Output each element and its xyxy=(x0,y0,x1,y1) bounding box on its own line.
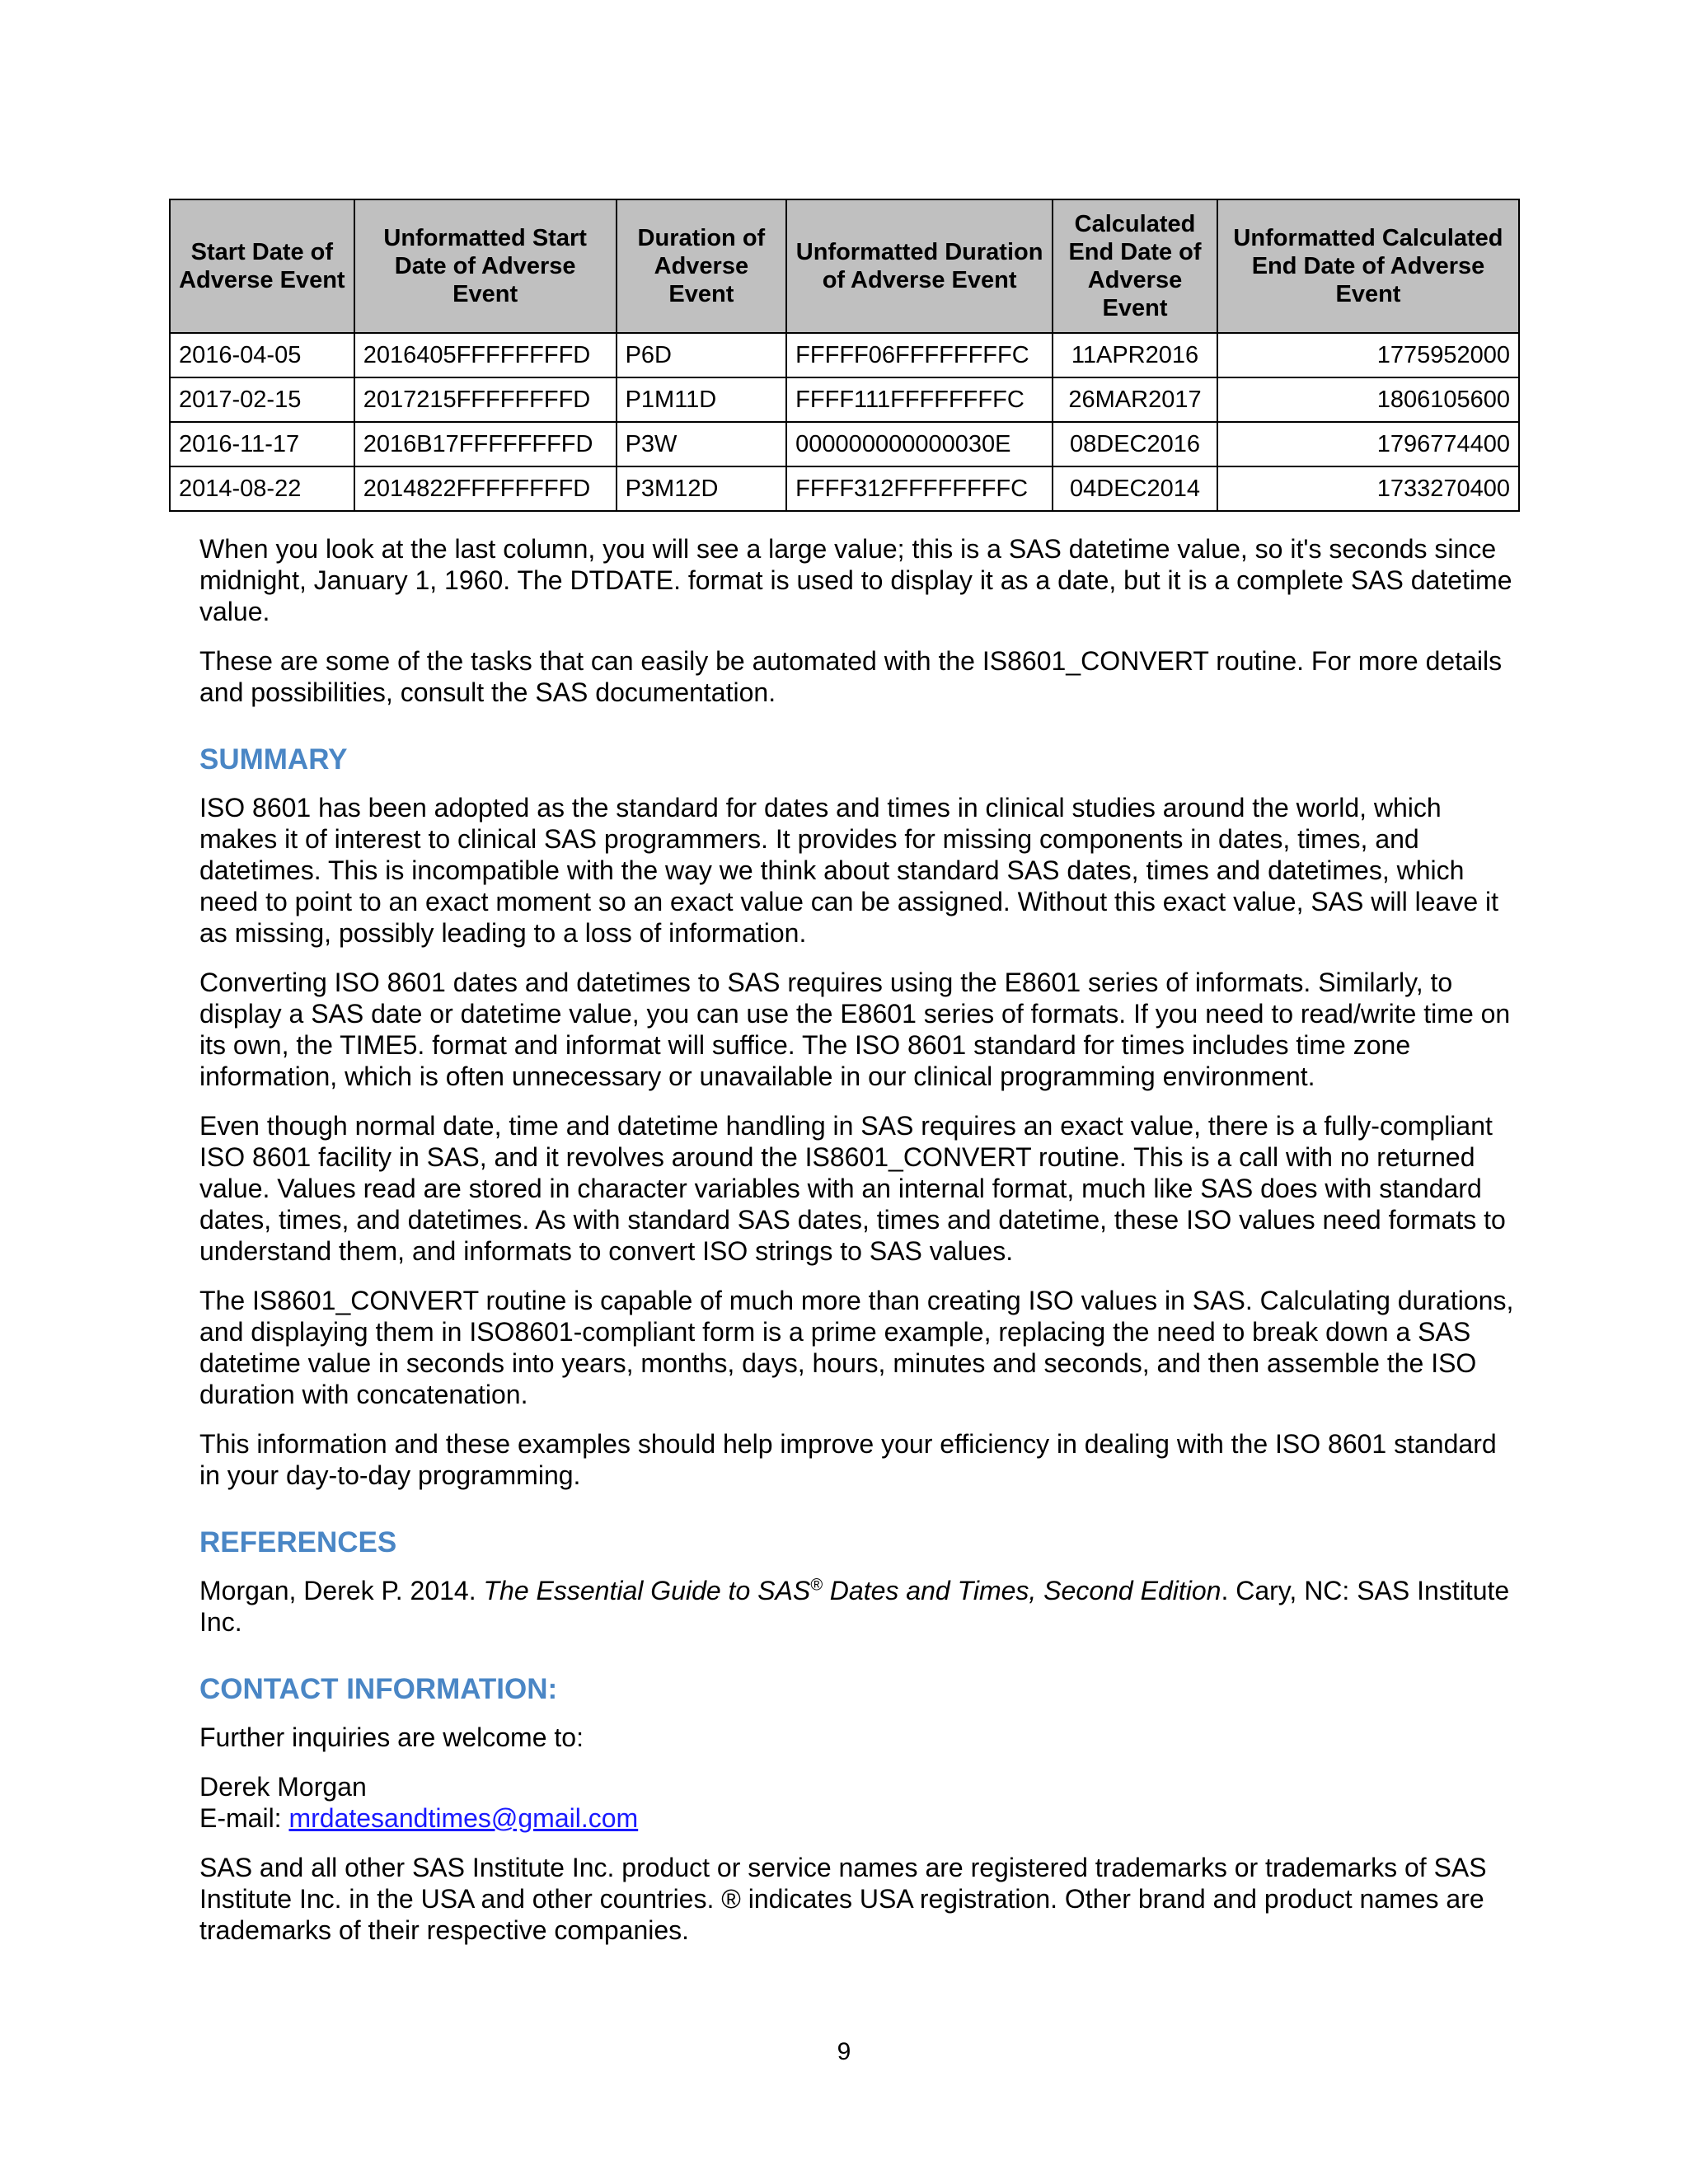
summary-paragraph-4: The IS8601_CONVERT routine is capable of much more than creating ISO values in SAS. Calculating durations, and displaying them in ISO8601-compliant form is a prime example, replacing the need to break down a SAS datetime value in seconds into years, months, days, hours, minutes and seconds, and then assemble the ISO duration with concatenation. xyxy=(199,1286,1514,1409)
header-unformatted-end-date: Unformatted Calculated End Date of Adverse Event xyxy=(1217,199,1519,333)
contact-name: Derek Morgan xyxy=(199,1772,367,1802)
table-cell: FFFF312FFFFFFFFC xyxy=(786,466,1053,511)
table-cell: 26MAR2017 xyxy=(1053,377,1217,422)
paragraph-tasks: These are some of the tasks that can easily be automated with the IS8601_CONVERT routine. For more details and possibilities, consult the SAS documentation. xyxy=(199,646,1503,707)
table-row xyxy=(170,377,1519,422)
table-cell: 2016-04-05 xyxy=(170,333,354,377)
table-cell: 1806105600 xyxy=(1217,377,1519,422)
table-cell: P1M11D xyxy=(617,377,787,422)
reference-title: The Essential Guide to SAS® Dates and Times, Second Edition xyxy=(483,1576,1221,1605)
table-cell: FFFF111FFFFFFFFC xyxy=(786,377,1053,422)
table-cell: 2014822FFFFFFFFD xyxy=(354,466,617,511)
contact-intro: Further inquiries are welcome to: xyxy=(199,1722,584,1752)
email-label: E-mail: xyxy=(199,1803,289,1833)
table-row xyxy=(170,466,1519,511)
adverse-event-table xyxy=(169,199,1520,512)
table-row xyxy=(170,422,1519,466)
header-start-date: Start Date of Adverse Event xyxy=(170,199,354,333)
summary-paragraph-1: ISO 8601 has been adopted as the standard for dates and times in clinical studies around the world, which makes it of interest to clinical SAS programmers. It provides for missing components in dates, times, and datetimes. This is incompatible with the way we think about standard SAS dates, times and datetimes, which need to point to an exact moment so an exact value can be assigned. Without this exact value, SAS will leave it as missing, possibly leading to a loss of information. xyxy=(199,793,1498,948)
table-cell: P3M12D xyxy=(617,466,787,511)
reference-entry xyxy=(199,1575,1518,1638)
header-calculated-end-date: Calculated End Date of Adverse Event xyxy=(1053,199,1217,333)
table-cell: 2014-08-22 xyxy=(170,466,354,511)
table-cell: 2017215FFFFFFFFD xyxy=(354,377,617,422)
table-row xyxy=(170,333,1519,377)
page-number: 9 xyxy=(837,2038,851,2065)
table-cell: 2016405FFFFFFFFD xyxy=(354,333,617,377)
email-link[interactable]: mrdatesandtimes@gmail.com xyxy=(288,1803,639,1833)
table-cell: 1775952000 xyxy=(1217,333,1519,377)
trademark-notice: SAS and all other SAS Institute Inc. product or service names are registered trademarks or trademarks of SAS Institute Inc. in the USA and other countries. ® indicates USA registration. Other brand and product names are trademarks of their respective companies. xyxy=(199,1853,1487,1945)
summary-heading: SUMMARY xyxy=(199,743,348,776)
summary-paragraph-3: Even though normal date, time and datetime handling in SAS requires an exact value, there is a fully-compliant ISO 8601 facility in SAS, and it revolves around the IS8601_CONVERT routine. This is a call with no returned value. Values read are stored in character variables with an internal format, much like SAS does with standard dates, times, and datetimes. As with standard SAS dates, times and datetime, these ISO values need formats to understand them, and informats to convert ISO strings to SAS values. xyxy=(199,1111,1506,1266)
body-content xyxy=(199,533,1518,1964)
references-heading: REFERENCES xyxy=(199,1526,397,1558)
table-cell: 000000000000030E xyxy=(786,422,1053,466)
table-header-row xyxy=(170,199,1519,333)
reference-publisher: . Cary, NC: SAS Institute Inc. xyxy=(199,1576,1510,1637)
table-cell: 08DEC2016 xyxy=(1053,422,1217,466)
registered-mark: ® xyxy=(810,1576,823,1595)
header-duration: Duration of Adverse Event xyxy=(617,199,787,333)
reference-author: Morgan, Derek P. 2014. xyxy=(199,1576,484,1605)
contact-block xyxy=(199,1771,1518,1834)
table-cell: P3W xyxy=(617,422,787,466)
table-cell: 1796774400 xyxy=(1217,422,1519,466)
header-unformatted-duration: Unformatted Duration of Adverse Event xyxy=(786,199,1053,333)
summary-paragraph-2: Converting ISO 8601 dates and datetimes to SAS requires using the E8601 series of informats. Similarly, to display a SAS date or datetime value, you can use the E8601 series of formats. If you need to read/write time on its own, the TIME5. format and informat will suffice. The ISO 8601 standard for times includes time zone information, which is often unnecessary or unavailable in our clinical programming environment. xyxy=(199,968,1511,1091)
header-unformatted-start-date: Unformatted Start Date of Adverse Event xyxy=(354,199,617,333)
table-cell: 2016B17FFFFFFFFD xyxy=(354,422,617,466)
table-cell: P6D xyxy=(617,333,787,377)
table-cell: 11APR2016 xyxy=(1053,333,1217,377)
table-cell: 2017-02-15 xyxy=(170,377,354,422)
table-cell: 04DEC2014 xyxy=(1053,466,1217,511)
contact-heading: CONTACT INFORMATION: xyxy=(199,1673,558,1705)
table-cell: 2016-11-17 xyxy=(170,422,354,466)
summary-paragraph-5: This information and these examples should help improve your efficiency in dealing with the ISO 8601 standard in your day-to-day programming. xyxy=(199,1429,1497,1490)
paragraph-last-column: When you look at the last column, you will see a large value; this is a SAS datetime value, so it's seconds since midnight, January 1, 1960. The DTDATE. format is used to display it as a date, but it is a complete SAS datetime value. xyxy=(199,534,1512,626)
table-cell: FFFFF06FFFFFFFFC xyxy=(786,333,1053,377)
table-cell: 1733270400 xyxy=(1217,466,1519,511)
